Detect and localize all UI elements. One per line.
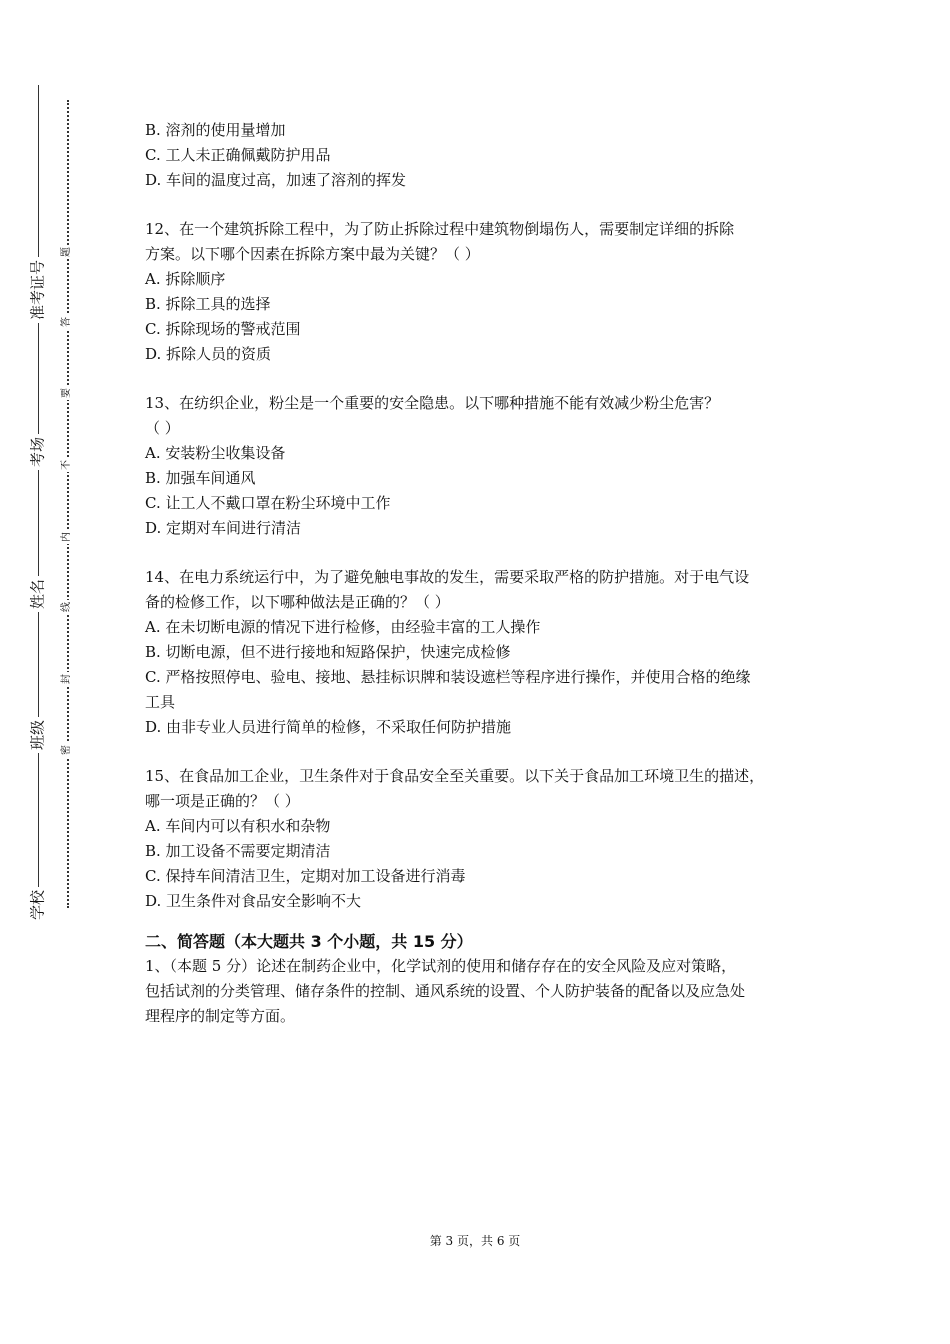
warning-char: 封 [61,674,72,684]
warning-char: 线 [61,602,72,612]
binding-solid-line [38,85,39,920]
warning-char: 答 [61,317,72,327]
question-stem: 哪一项是正确的？（ ） [145,792,300,810]
binding-strip [0,0,90,1344]
field-name: 姓名 [31,576,46,612]
question-stem: 12、在一个建筑拆除工程中，为了防止拆除过程中建筑物倒塌伤人，需要制定详细的拆除 [145,220,735,238]
option-c: C. 严格按照停电、验电、接地、悬挂标识牌和装设遮栏等程序进行操作，并使用合格的绝缘 [145,668,751,686]
short-answer-question-1: 1、（本题 5 分）论述在制药企业中，化学试剂的使用和储存存在的安全风险及应对策略， [145,957,737,975]
question-12 [145,217,830,367]
section-title: 二、简答题（本大题共 3 个小题，共 15 分） [145,932,473,951]
warning-char: 题 [61,247,72,257]
section-short-answer [145,930,830,1029]
field-school: 学校 [31,887,46,923]
page-footer: 第 3 页，共 6 页 [429,1234,521,1248]
option-d: D. 车间的温度过高，加速了溶剂的挥发 [145,171,407,189]
field-exam-room: 考场 [31,434,46,470]
option-a: A. 在未切断电源的情况下进行检修，由经验丰富的工人操作 [145,618,541,636]
warning-char: 内 [61,532,72,542]
exam-content [145,118,830,1053]
question-11-continued [145,118,830,193]
question-stem: 方案。以下哪个因素在拆除方案中最为关键？（ ） [145,245,480,263]
question-stem: 14、在电力系统运行中，为了避免触电事故的发生，需要采取严格的防护措施。对于电气设 [145,568,750,586]
option-a: A. 车间内可以有积水和杂物 [145,817,331,835]
question-stem: 15、在食品加工企业，卫生条件对于食品安全至关重要。以下关于食品加工环境卫生的描述， [145,767,765,785]
option-c: C. 拆除现场的警戒范围 [145,320,301,338]
option-d: D. 由非专业人员进行简单的检修，不采取任何防护措施 [145,718,512,736]
option-a: A. 拆除顺序 [145,270,226,288]
warning-char: 密 [61,745,72,755]
option-b: B. 溶剂的使用量增加 [145,121,286,139]
option-b: B. 加工设备不需要定期清洁 [145,842,331,860]
option-c: C. 工人未正确佩戴防护用品 [145,146,331,164]
field-exam-number: 准考证号 [31,257,46,323]
option-a: A. 安装粉尘收集设备 [145,444,286,462]
option-d: D. 拆除人员的资质 [145,345,272,363]
option-c-continued: 工具 [145,693,176,711]
binding-dotted-line [67,100,69,908]
option-b: B. 拆除工具的选择 [145,295,271,313]
warning-char: 要 [61,388,72,398]
short-answer-question-1: 理程序的制定等方面。 [145,1007,296,1025]
field-class: 班级 [31,717,46,753]
short-answer-question-1: 包括试剂的分类管理、储存条件的控制、通风系统的设置、个人防护装备的配备以及应急处 [145,982,746,1000]
question-15 [145,764,830,914]
question-14 [145,565,830,740]
option-d: D. 定期对车间进行清洁 [145,519,302,537]
question-stem: 13、在纺织企业，粉尘是一个重要的安全隐患。以下哪种措施不能有效减少粉尘危害？ [145,394,720,412]
option-d: D. 卫生条件对食品安全影响不大 [145,892,362,910]
question-13 [145,391,830,541]
option-c: C. 保持车间清洁卫生，定期对加工设备进行消毒 [145,867,466,885]
option-c: C. 让工人不戴口罩在粉尘环境中工作 [145,494,391,512]
option-b: B. 切断电源，但不进行接地和短路保护，快速完成检修 [145,643,511,661]
question-stem: 备的检修工作，以下哪种做法是正确的？（ ） [145,593,450,611]
question-stem: （ ） [145,419,180,437]
warning-char: 不 [61,460,72,470]
option-b: B. 加强车间通风 [145,469,256,487]
